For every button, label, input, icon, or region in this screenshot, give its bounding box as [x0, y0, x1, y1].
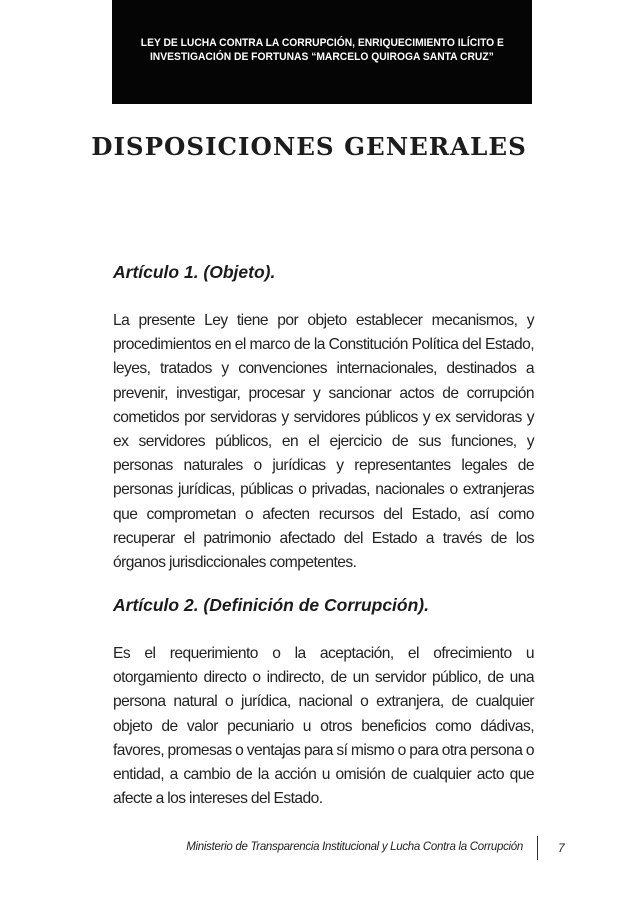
footer-divider: [537, 836, 538, 860]
article-1-heading: Artículo 1. (Objeto).: [113, 262, 276, 282]
section-title: DISPOSICIONES GENERALES: [91, 132, 527, 161]
page-footer: [0, 836, 618, 860]
article-2-heading: Artículo 2. (Definición de Corrupción).: [113, 595, 429, 615]
footer-ministry-text: Ministerio de Transparencia Institucional y Lucha Contra la Corrupción: [186, 841, 523, 853]
header-line-2: INVESTIGACIÓN DE FORTUNAS “MARCELO QUIROGA SANTA CRUZ”: [150, 51, 494, 63]
article-1-body: La presente Ley tiene por objeto establecer mecanismos, y procedimientos en el marco de la Constitución Política del Estado, leyes, tratados y convenciones internacionales, destinados a prevenir, investigar, procesar y sancionar actos de corrupción cometidos por servidoras y servidores públicos y ex servidoras y ex servidores públicos, en el ejercicio de sus funciones, y personas naturales o jurídicas y representantes legales de personas jurídicas, públicas o privadas, nacionales o extranjeras que comprometan o afecten recursos del Estado, así como recuperar el patrimonio afectado del Estado a través de los órganos jurisdiccionales competentes.: [113, 312, 534, 572]
page-number: 7: [558, 841, 565, 855]
header-band: [112, 0, 532, 104]
header-line-1: LEY DE LUCHA CONTRA LA CORRUPCIÓN, ENRIQUECIMIENTO ILÍCITO E: [140, 37, 504, 49]
article-2-body: Es el requerimiento o la aceptación, el ofrecimiento u otorgamiento directo o indirecto, de un servidor público, de una persona natural o jurídica, nacional o extranjera, de cualquier objeto de valor pecuniario u otros beneficios como dádivas, favores, promesas o ventajas para sí mismo o para otra persona o entidad, a cambio de la acción u omisión de cualquier acto que afecte a los intereses del Estado.: [113, 645, 534, 808]
